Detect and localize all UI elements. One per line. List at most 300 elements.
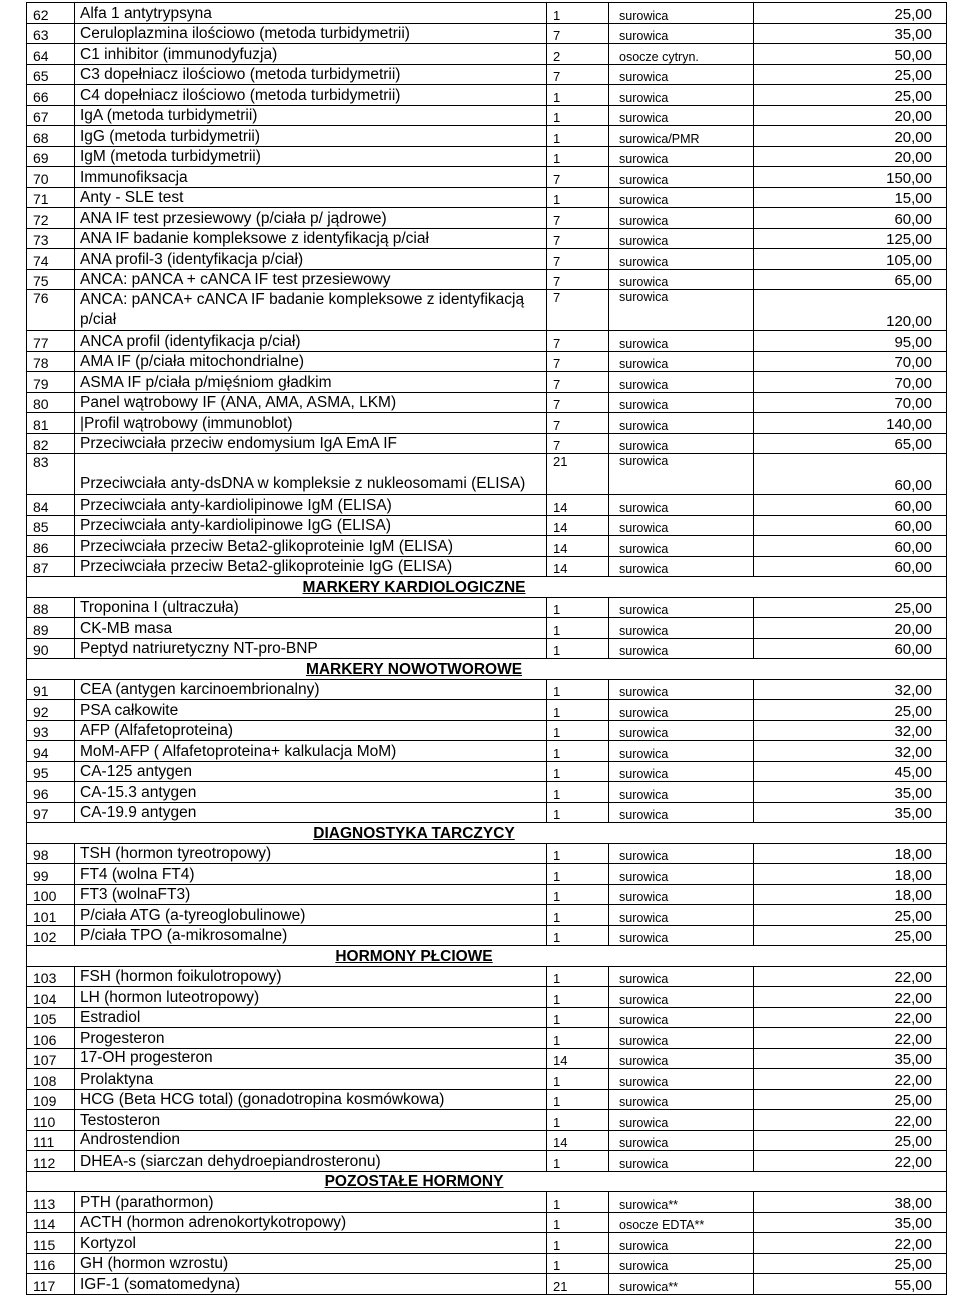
row-number: 117: [27, 1274, 75, 1295]
table-row: [27, 1253, 947, 1274]
sample-material: surowica: [609, 597, 754, 618]
test-name: Kortyzol: [75, 1233, 547, 1254]
table-row: [27, 884, 947, 905]
turnaround-days: 1: [547, 1233, 609, 1254]
price: 22,00: [754, 1069, 947, 1090]
sample-material: surowica: [609, 105, 754, 126]
section-spacer: [27, 577, 75, 598]
row-number: 71: [27, 187, 75, 208]
sample-material: surowica: [609, 167, 754, 188]
row-number: 104: [27, 987, 75, 1008]
price: 25,00: [754, 1089, 947, 1110]
price: 15,00: [754, 187, 947, 208]
table-row: [27, 187, 947, 208]
price-list-body: [27, 3, 947, 1295]
sample-material: surowica: [609, 679, 754, 700]
price: 18,00: [754, 884, 947, 905]
table-row: [27, 23, 947, 44]
test-name: C4 dopełniacz ilościowo (metoda turbidymetrii): [75, 85, 547, 106]
sample-material: surowica: [609, 495, 754, 516]
table-row: [27, 1028, 947, 1049]
table-row: [27, 638, 947, 659]
price: 60,00: [754, 556, 947, 577]
turnaround-days: 1: [547, 925, 609, 946]
turnaround-days: 1: [547, 966, 609, 987]
turnaround-days: 14: [547, 495, 609, 516]
sample-material: surowica**: [609, 1192, 754, 1213]
section-header-row: [27, 1171, 947, 1192]
price: 35,00: [754, 23, 947, 44]
price: 25,00: [754, 3, 947, 24]
test-name: AFP (Alfafetoproteina): [75, 720, 547, 741]
test-name: ANA IF test przesiewowy (p/ciała p/ jądrowe): [75, 208, 547, 229]
sample-material: surowica: [609, 1151, 754, 1172]
table-row: [27, 782, 947, 803]
sample-material: surowica: [609, 843, 754, 864]
table-row: [27, 802, 947, 823]
test-name: LH (hormon luteotropowy): [75, 987, 547, 1008]
test-name: ANA IF badanie kompleksowe z identyfikacją p/ciał: [75, 228, 547, 249]
table-row: [27, 618, 947, 639]
row-number: 100: [27, 884, 75, 905]
test-name: Alfa 1 antytrypsyna: [75, 3, 547, 24]
turnaround-days: 1: [547, 1089, 609, 1110]
row-number: 103: [27, 966, 75, 987]
sample-material: surowica: [609, 1233, 754, 1254]
row-number: 95: [27, 761, 75, 782]
sample-material: surowica: [609, 187, 754, 208]
price: 25,00: [754, 925, 947, 946]
row-number: 97: [27, 802, 75, 823]
section-title: MARKERY KARDIOLOGICZNE: [75, 577, 754, 598]
test-name: Panel wątrobowy IF (ANA, AMA, ASMA, LKM): [75, 392, 547, 413]
turnaround-days: 1: [547, 597, 609, 618]
row-number: 102: [27, 925, 75, 946]
section-spacer: [754, 823, 947, 844]
turnaround-days: 1: [547, 3, 609, 24]
row-number: 74: [27, 249, 75, 270]
row-number: 84: [27, 495, 75, 516]
row-number: 65: [27, 64, 75, 85]
price: 65,00: [754, 269, 947, 290]
sample-material: surowica: [609, 1130, 754, 1151]
row-number: 91: [27, 679, 75, 700]
sample-material: surowica: [609, 249, 754, 270]
turnaround-days: 7: [547, 249, 609, 270]
row-number: 93: [27, 720, 75, 741]
turnaround-days: 1: [547, 679, 609, 700]
table-row: [27, 741, 947, 762]
table-row: [27, 905, 947, 926]
section-header-row: [27, 577, 947, 598]
turnaround-days: 1: [547, 1028, 609, 1049]
price: 60,00: [754, 454, 947, 495]
turnaround-days: 7: [547, 64, 609, 85]
row-number: 64: [27, 44, 75, 65]
test-name: C1 inhibitor (immunodyfuzja): [75, 44, 547, 65]
section-title: POZOSTAŁE HORMONY: [75, 1171, 754, 1192]
row-number: 81: [27, 413, 75, 434]
price: 70,00: [754, 392, 947, 413]
table-row: [27, 167, 947, 188]
price: 70,00: [754, 351, 947, 372]
table-row: [27, 413, 947, 434]
test-name: Immunofiksacja: [75, 167, 547, 188]
row-number: 67: [27, 105, 75, 126]
price: 150,00: [754, 167, 947, 188]
section-header-row: [27, 823, 947, 844]
turnaround-days: 7: [547, 433, 609, 454]
price: 70,00: [754, 372, 947, 393]
price: 65,00: [754, 433, 947, 454]
test-name: FSH (hormon foikulotropowy): [75, 966, 547, 987]
turnaround-days: 14: [547, 1130, 609, 1151]
row-number: 72: [27, 208, 75, 229]
row-number: 85: [27, 515, 75, 536]
table-row: [27, 1130, 947, 1151]
sample-material: surowica: [609, 618, 754, 639]
table-row: [27, 495, 947, 516]
table-row: [27, 208, 947, 229]
sample-material: surowica: [609, 700, 754, 721]
test-name: Przeciwciała przeciw endomysium IgA EmA IF: [75, 433, 547, 454]
turnaround-days: 1: [547, 105, 609, 126]
table-row: [27, 433, 947, 454]
price: 35,00: [754, 782, 947, 803]
turnaround-days: 7: [547, 351, 609, 372]
sample-material: surowica: [609, 351, 754, 372]
table-row: [27, 1274, 947, 1295]
sample-material: surowica: [609, 1089, 754, 1110]
sample-material: surowica: [609, 1069, 754, 1090]
table-row: [27, 392, 947, 413]
row-number: 99: [27, 864, 75, 885]
section-spacer: [754, 1171, 947, 1192]
turnaround-days: 1: [547, 782, 609, 803]
turnaround-days: 1: [547, 638, 609, 659]
row-number: 90: [27, 638, 75, 659]
sample-material: surowica: [609, 720, 754, 741]
sample-material: surowica: [609, 146, 754, 167]
test-name: Estradiol: [75, 1007, 547, 1028]
row-number: 62: [27, 3, 75, 24]
sample-material: surowica/PMR: [609, 126, 754, 147]
section-spacer: [27, 823, 75, 844]
price: 18,00: [754, 864, 947, 885]
turnaround-days: 1: [547, 741, 609, 762]
turnaround-days: 7: [547, 372, 609, 393]
table-row: [27, 1192, 947, 1213]
row-number: 106: [27, 1028, 75, 1049]
turnaround-days: 1: [547, 146, 609, 167]
sample-material: surowica: [609, 372, 754, 393]
row-number: 112: [27, 1151, 75, 1172]
turnaround-days: 1: [547, 126, 609, 147]
test-name: CA-125 antygen: [75, 761, 547, 782]
row-number: 110: [27, 1110, 75, 1131]
sample-material: surowica: [609, 331, 754, 352]
row-number: 78: [27, 351, 75, 372]
section-spacer: [27, 659, 75, 680]
table-row: [27, 228, 947, 249]
table-row: [27, 351, 947, 372]
sample-material: surowica: [609, 741, 754, 762]
price: 22,00: [754, 966, 947, 987]
sample-material: surowica: [609, 433, 754, 454]
section-header-row: [27, 946, 947, 967]
sample-material: surowica: [609, 228, 754, 249]
test-name: Androstendion: [75, 1130, 547, 1151]
test-name: HCG (Beta HCG total) (gonadotropina kosmówkowa): [75, 1089, 547, 1110]
sample-material: surowica: [609, 761, 754, 782]
turnaround-days: 14: [547, 515, 609, 536]
turnaround-days: 14: [547, 1048, 609, 1069]
row-number: 76: [27, 290, 75, 331]
test-name: ANCA: pANCA+ cANCA IF badanie kompleksowe z identyfikacją p/ciał: [75, 290, 547, 331]
table-row: [27, 987, 947, 1008]
sample-material: surowica: [609, 208, 754, 229]
section-spacer: [754, 946, 947, 967]
sample-material: surowica: [609, 905, 754, 926]
table-row: [27, 1048, 947, 1069]
price: 50,00: [754, 44, 947, 65]
test-name: Anty - SLE test: [75, 187, 547, 208]
table-row: [27, 146, 947, 167]
price: 45,00: [754, 761, 947, 782]
table-row: [27, 925, 947, 946]
table-row: [27, 1212, 947, 1233]
turnaround-days: 1: [547, 843, 609, 864]
sample-material: osocze EDTA**: [609, 1212, 754, 1233]
sample-material: surowica: [609, 884, 754, 905]
price: 32,00: [754, 679, 947, 700]
row-number: 63: [27, 23, 75, 44]
sample-material: surowica: [609, 966, 754, 987]
price: 125,00: [754, 228, 947, 249]
row-number: 80: [27, 392, 75, 413]
sample-material: surowica: [609, 515, 754, 536]
table-row: [27, 536, 947, 557]
row-number: 83: [27, 454, 75, 495]
turnaround-days: 7: [547, 413, 609, 434]
test-name: Przeciwciała anty-dsDNA w kompleksie z nukleosomami (ELISA): [75, 454, 547, 495]
test-name: Testosteron: [75, 1110, 547, 1131]
price: 55,00: [754, 1274, 947, 1295]
test-name: ANCA profil (identyfikacja p/ciał): [75, 331, 547, 352]
sample-material: surowica: [609, 864, 754, 885]
test-name: MoM-AFP ( Alfafetoproteina+ kalkulacja MoM): [75, 741, 547, 762]
table-row: [27, 331, 947, 352]
table-row: [27, 126, 947, 147]
row-number: 86: [27, 536, 75, 557]
table-row: [27, 700, 947, 721]
table-row: [27, 597, 947, 618]
test-name: 17-OH progesteron: [75, 1048, 547, 1069]
price: 20,00: [754, 126, 947, 147]
price: 95,00: [754, 331, 947, 352]
turnaround-days: 2: [547, 44, 609, 65]
test-name: PSA całkowite: [75, 700, 547, 721]
turnaround-days: 1: [547, 720, 609, 741]
test-name: TSH (hormon tyreotropowy): [75, 843, 547, 864]
row-number: 68: [27, 126, 75, 147]
turnaround-days: 1: [547, 1069, 609, 1090]
price: 140,00: [754, 413, 947, 434]
sample-material: surowica: [609, 454, 754, 495]
turnaround-days: 21: [547, 1274, 609, 1295]
table-row: [27, 1151, 947, 1172]
price: 20,00: [754, 105, 947, 126]
sample-material: surowica: [609, 925, 754, 946]
table-row: [27, 454, 947, 495]
test-name: Przeciwciała anty-kardiolipinowe IgG (ELISA): [75, 515, 547, 536]
price: 22,00: [754, 987, 947, 1008]
section-spacer: [754, 659, 947, 680]
turnaround-days: 7: [547, 269, 609, 290]
turnaround-days: 1: [547, 85, 609, 106]
test-name: IgG (metoda turbidymetrii): [75, 126, 547, 147]
table-row: [27, 720, 947, 741]
turnaround-days: 7: [547, 208, 609, 229]
turnaround-days: 1: [547, 618, 609, 639]
price: 25,00: [754, 905, 947, 926]
price: 35,00: [754, 802, 947, 823]
row-number: 69: [27, 146, 75, 167]
table-row: [27, 1089, 947, 1110]
row-number: 116: [27, 1253, 75, 1274]
table-row: [27, 85, 947, 106]
table-row: [27, 249, 947, 270]
row-number: 87: [27, 556, 75, 577]
sample-material: surowica: [609, 23, 754, 44]
test-name: ANCA: pANCA + cANCA IF test przesiewowy: [75, 269, 547, 290]
row-number: 70: [27, 167, 75, 188]
sample-material: surowica: [609, 802, 754, 823]
test-name: DHEA-s (siarczan dehydroepiandrosteronu): [75, 1151, 547, 1172]
price-list-table: [26, 2, 947, 1295]
row-number: 94: [27, 741, 75, 762]
turnaround-days: 21: [547, 454, 609, 495]
table-row: [27, 372, 947, 393]
turnaround-days: 1: [547, 905, 609, 926]
turnaround-days: 1: [547, 864, 609, 885]
sample-material: surowica: [609, 536, 754, 557]
table-row: [27, 556, 947, 577]
price: 60,00: [754, 495, 947, 516]
price: 25,00: [754, 597, 947, 618]
test-name: Ceruloplazmina ilościowo (metoda turbidymetrii): [75, 23, 547, 44]
table-row: [27, 44, 947, 65]
sample-material: surowica: [609, 85, 754, 106]
table-row: [27, 843, 947, 864]
table-row: [27, 679, 947, 700]
price: 22,00: [754, 1151, 947, 1172]
table-row: [27, 290, 947, 331]
row-number: 105: [27, 1007, 75, 1028]
test-name: CK-MB masa: [75, 618, 547, 639]
row-number: 108: [27, 1069, 75, 1090]
table-row: [27, 1007, 947, 1028]
table-row: [27, 1069, 947, 1090]
table-row: [27, 1110, 947, 1131]
turnaround-days: 1: [547, 1212, 609, 1233]
section-spacer: [27, 1171, 75, 1192]
turnaround-days: 7: [547, 167, 609, 188]
test-name: IgA (metoda turbidymetrii): [75, 105, 547, 126]
turnaround-days: 1: [547, 700, 609, 721]
price: 20,00: [754, 146, 947, 167]
test-name: Troponina I (ultraczuła): [75, 597, 547, 618]
test-name: FT4 (wolna FT4): [75, 864, 547, 885]
test-name: P/ciała ATG (a-tyreoglobulinowe): [75, 905, 547, 926]
turnaround-days: 1: [547, 1192, 609, 1213]
sample-material: surowica: [609, 638, 754, 659]
table-row: [27, 105, 947, 126]
test-name: GH (hormon wzrostu): [75, 1253, 547, 1274]
test-name: Prolaktyna: [75, 1069, 547, 1090]
table-row: [27, 1233, 947, 1254]
test-name: PTH (parathormon): [75, 1192, 547, 1213]
row-number: 77: [27, 331, 75, 352]
row-number: 88: [27, 597, 75, 618]
row-number: 96: [27, 782, 75, 803]
table-row: [27, 864, 947, 885]
price: 105,00: [754, 249, 947, 270]
turnaround-days: 7: [547, 23, 609, 44]
test-name: IGF-1 (somatomedyna): [75, 1274, 547, 1295]
test-name: ASMA IF p/ciała p/mięśniom gładkim: [75, 372, 547, 393]
price: 22,00: [754, 1007, 947, 1028]
turnaround-days: 7: [547, 392, 609, 413]
table-row: [27, 269, 947, 290]
turnaround-days: 1: [547, 1253, 609, 1274]
row-number: 98: [27, 843, 75, 864]
test-name: CA-19.9 antygen: [75, 802, 547, 823]
price-list-sheet: [26, 2, 946, 1295]
test-name: Przeciwciała przeciw Beta2-glikoproteinie IgM (ELISA): [75, 536, 547, 557]
sample-material: surowica: [609, 1028, 754, 1049]
section-title: MARKERY NOWOTWOROWE: [75, 659, 754, 680]
price: 60,00: [754, 515, 947, 536]
table-row: [27, 515, 947, 536]
price: 25,00: [754, 1130, 947, 1151]
test-name: C3 dopełniacz ilościowo (metoda turbidymetrii): [75, 64, 547, 85]
sample-material: surowica: [609, 1110, 754, 1131]
price: 60,00: [754, 638, 947, 659]
table-row: [27, 64, 947, 85]
turnaround-days: 7: [547, 290, 609, 331]
test-name: P/ciała TPO (a-mikrosomalne): [75, 925, 547, 946]
row-number: 92: [27, 700, 75, 721]
price: 20,00: [754, 618, 947, 639]
turnaround-days: 1: [547, 761, 609, 782]
row-number: 113: [27, 1192, 75, 1213]
sample-material: surowica: [609, 1048, 754, 1069]
test-name: Przeciwciała anty-kardiolipinowe IgM (ELISA): [75, 495, 547, 516]
price: 60,00: [754, 208, 947, 229]
row-number: 82: [27, 433, 75, 454]
test-name: IgM (metoda turbidymetrii): [75, 146, 547, 167]
row-number: 75: [27, 269, 75, 290]
turnaround-days: 1: [547, 1007, 609, 1028]
section-title: HORMONY PŁCIOWE: [75, 946, 754, 967]
price: 38,00: [754, 1192, 947, 1213]
sample-material: surowica: [609, 269, 754, 290]
row-number: 115: [27, 1233, 75, 1254]
test-name: CA-15.3 antygen: [75, 782, 547, 803]
price: 32,00: [754, 720, 947, 741]
test-name: ACTH (hormon adrenokortykotropowy): [75, 1212, 547, 1233]
